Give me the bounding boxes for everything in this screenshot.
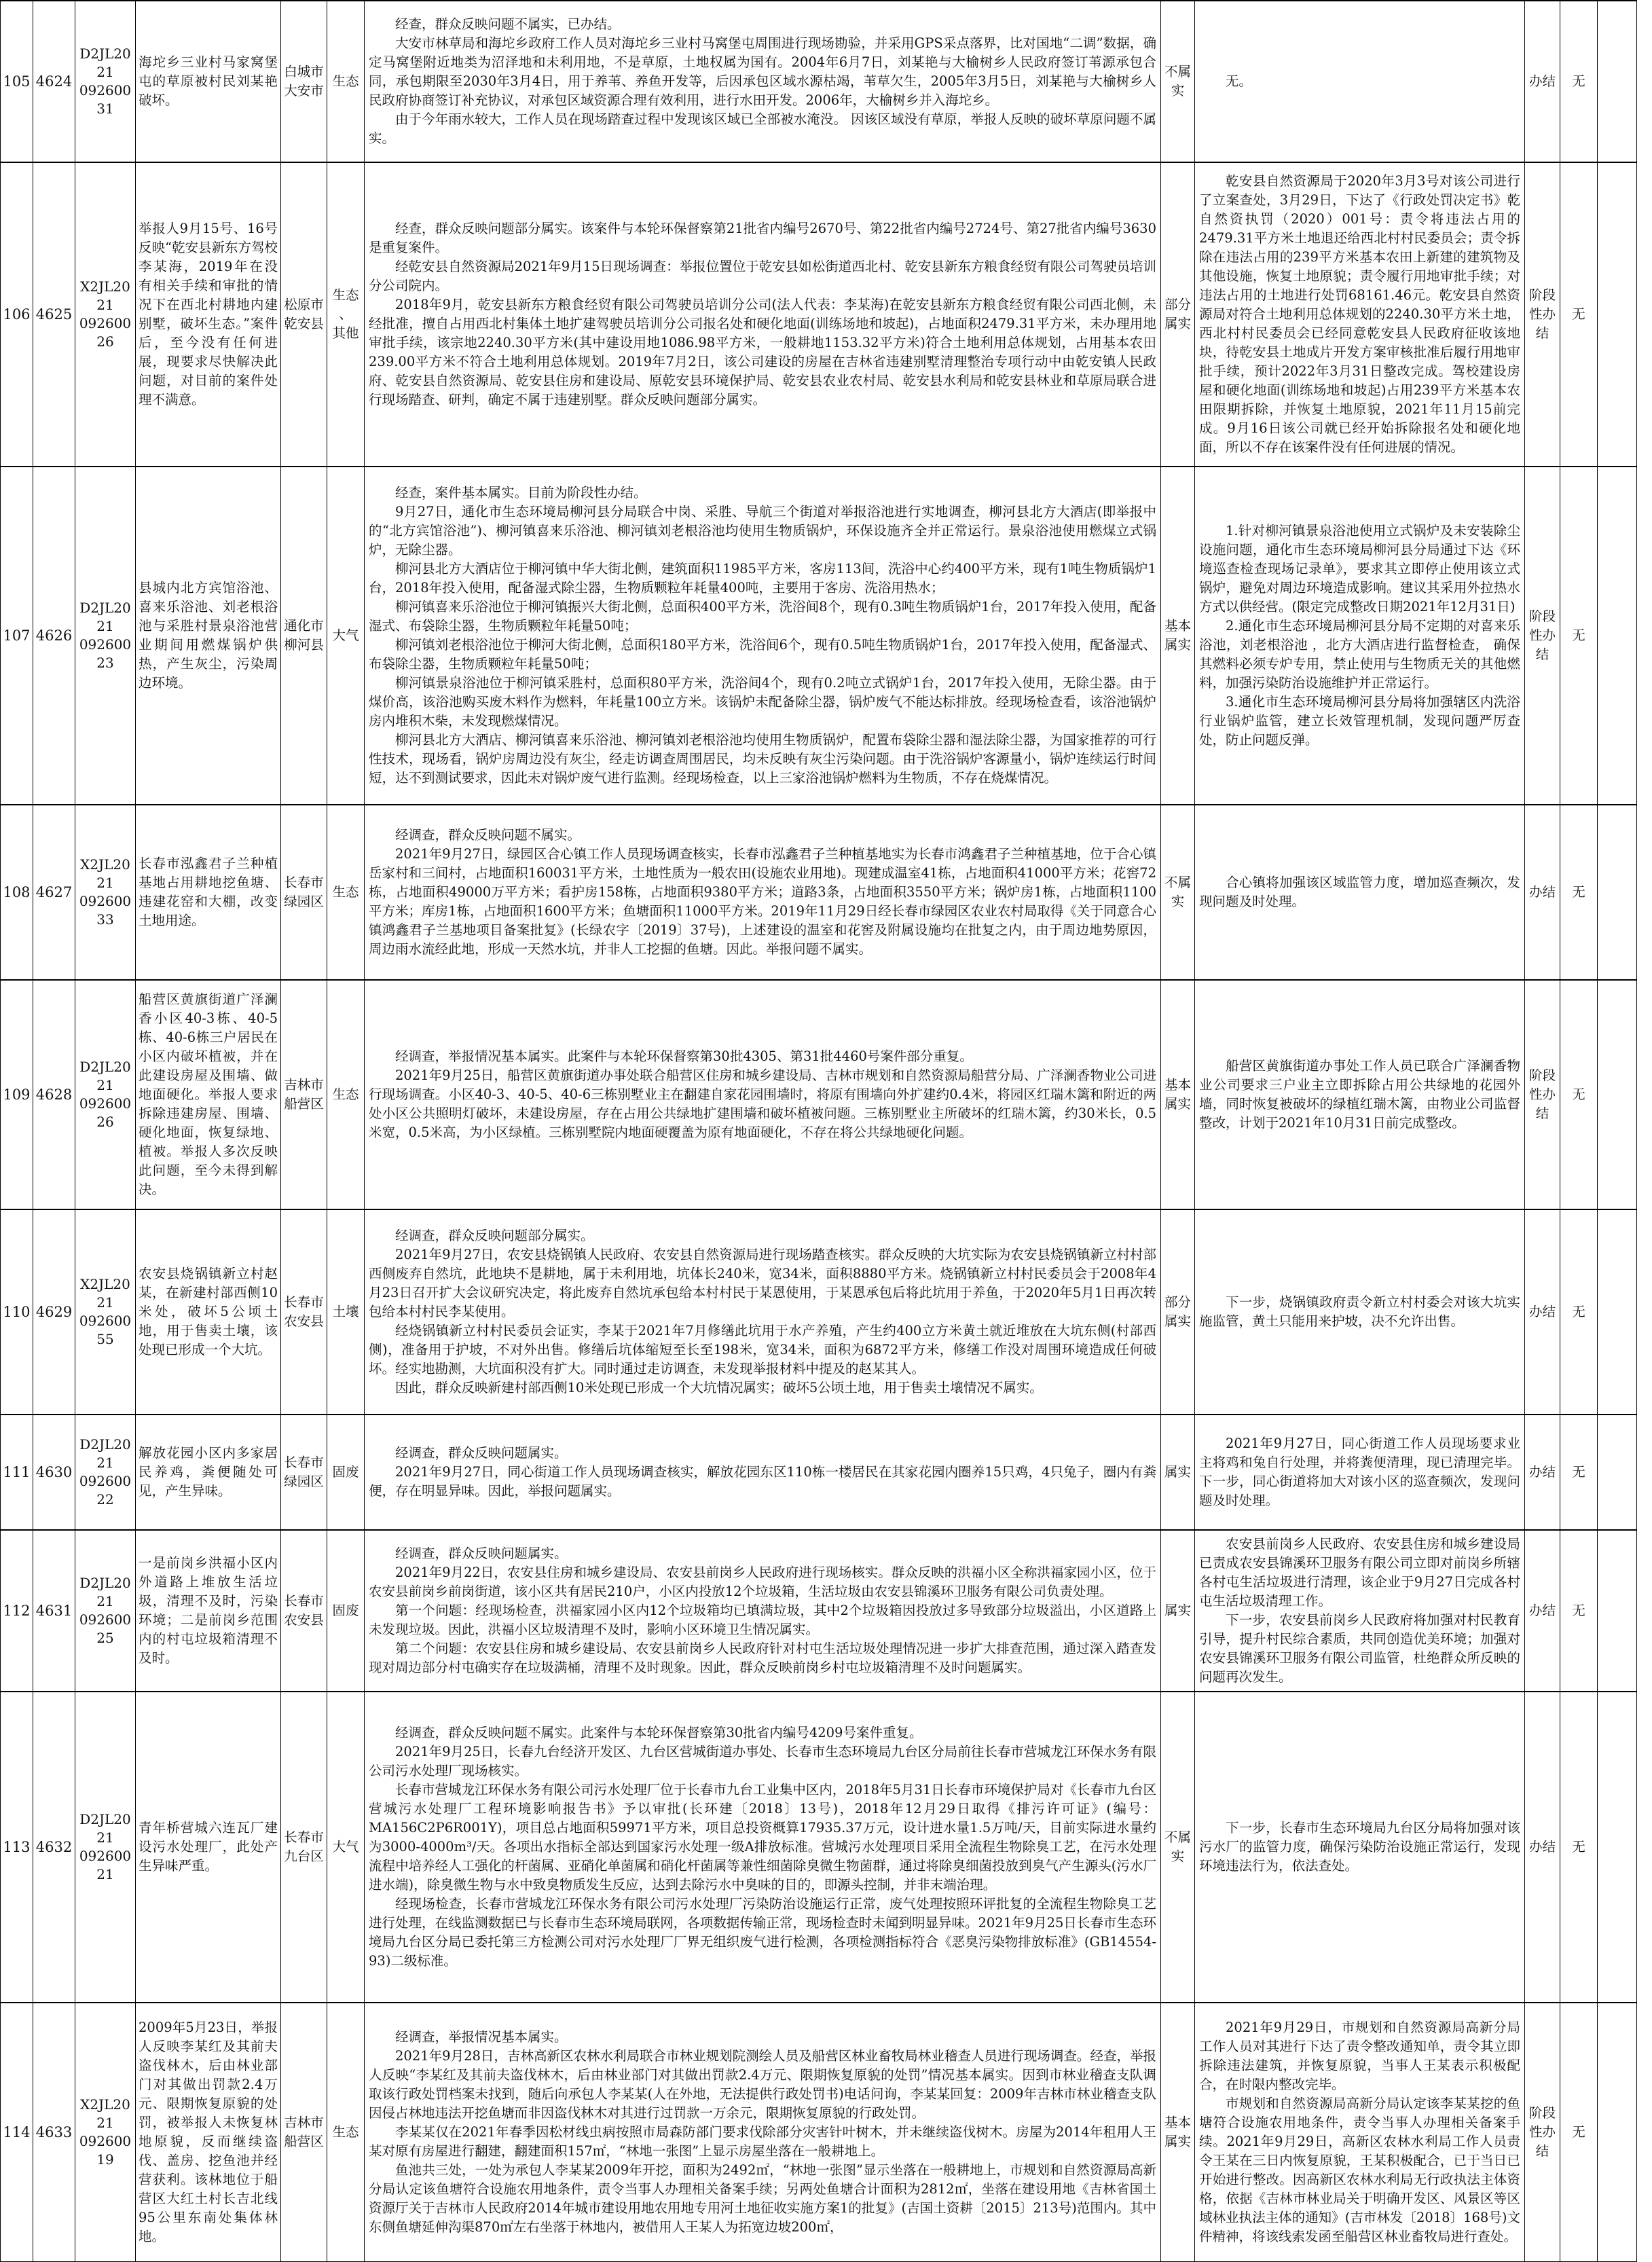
pollution-type-cell: 土壤 — [327, 1209, 365, 1415]
findings-cell — [365, 980, 1161, 1209]
rectification-cell — [1195, 1415, 1525, 1530]
table-row — [1, 1692, 1637, 2003]
case-number-cell: 4631 — [33, 1530, 75, 1692]
findings-paragraph: 2021年9月27日，农安县烧锅镇人民政府、农安县自然资源局进行现场踏查核实。群众反映的大坑实际为农安县烧锅镇新立村村部西侧废弃自然坑，此地块不是耕地，属于未利用地，坑体长240米，宽34米，面积8880平方米。烧锅镇新立村村民委员会于2008年4月23日召开扩大会议研究决定，将此废弃自然坑承包给本村村民于某恩使用，于某恩承包后将此坑用于养鱼，于2020年5月1日再次转包给本村村民李某使用。 — [369, 1247, 1156, 1319]
findings-paragraph: 李某某仅在2021年春季因松材线虫病按照市局森防部门要求伐除部分灾害针叶树木，并未继续盗伐树木。房屋为2014年租用人王某对原有房屋进行翻建，翻建面积157㎡，“林地一张图”上显示房屋坐落在一般耕地上。 — [369, 2123, 1156, 2159]
findings-cell — [365, 162, 1161, 467]
rectification-cell — [1195, 1, 1525, 162]
findings-cell — [365, 805, 1161, 980]
verdict-cell: 属实 — [1161, 1415, 1195, 1530]
findings-paragraph: 经查，群众反映问题部分属实。该案件与本轮环保督察第21批省内编号2670号、第22批省内编号2724号、第27批省内编号3630是重复案件。 — [369, 221, 1156, 255]
pollution-type-cell: 生态 — [327, 2003, 365, 2261]
seq-cell: 105 — [1, 1, 33, 162]
case-code-cell: D2JL2021 09260022 — [75, 1415, 136, 1530]
rectification-paragraph: 无。 — [1226, 73, 1253, 89]
findings-paragraph: 柳河镇喜来乐浴池位于柳河镇振兴大街北侧，总面积400平方米，洗浴间8个，现有0.3吨生物质锅炉1台，2017年投入使用，配备湿式、布袋除尘器，生物质颗粒年耗量50吨； — [369, 599, 1156, 634]
pollution-type-cell: 生态 — [327, 805, 365, 980]
status-cell: 阶段性办结 — [1525, 980, 1560, 1209]
blank-cell — [1598, 162, 1637, 467]
case-number-cell: 4627 — [33, 805, 75, 980]
accountability-cell: 无 — [1560, 1, 1598, 162]
region-cell: 白城市 大安市 — [281, 1, 327, 162]
blank-cell — [1598, 467, 1637, 805]
accountability-cell: 无 — [1560, 805, 1598, 980]
findings-cell — [365, 467, 1161, 805]
findings-paragraph: 第二个问题：农安县住房和城乡建设局、农安县前岗乡人民政府针对村屯生活垃圾处理情况进一步扩大排查范围，通过深入踏查发现对周边部分村屯确实存在垃圾满桶，清理不及时现象。因此，群众反映前岗乡村屯垃圾箱清理不及时问题属实。 — [369, 1641, 1156, 1675]
seq-cell: 112 — [1, 1530, 33, 1692]
findings-paragraph: 2021年9月27日，绿园区合心镇工作人员现场调查核实，长春市泓鑫君子兰种植基地实为长春市鸿鑫君子兰种植基地，位于合心镇岳家村和三间村，占地面积160031平方米，土地性质为一般农田(设施农业用地)。现建成温室41栋，占地面积41000平方米；花窖72栋，占地面积49000万平方米；看护房158栋，占地面积9380平方米；道路3条，占地面积3550平方米；锅炉房1栋，占地面积1100平方米；库房1栋，占地面积1600平方米；鱼塘面积11000平方米。2019年11月29日经长春市绿园区农业农村局取得《关于同意合心镇鸿鑫君子兰基地项目备案批复》(长绿农字〔2019〕37号)，上述建设的温室和花窖及附属设施均在批复之内，由于周边地势原因，周边雨水流经此地，形成一天然水坑，并非人工挖掘的鱼塘。因此。举报问题不属实。 — [369, 846, 1156, 957]
pollution-type-cell: 生态 — [327, 1, 365, 162]
rectification-paragraph: 合心镇将加强该区域监管力度，增加巡查频次，发现问题及时处理。 — [1199, 875, 1520, 909]
case-code-cell: X2JL2021 09260033 — [75, 805, 136, 980]
case-code-cell: X2JL2021 09260026 — [75, 162, 136, 467]
seq-cell: 114 — [1, 2003, 33, 2261]
seq-cell: 111 — [1, 1415, 33, 1530]
region-cell: 长春市 绿园区 — [281, 1415, 327, 1530]
accountability-cell: 无 — [1560, 2003, 1598, 2261]
table-row — [1, 980, 1637, 1209]
findings-paragraph: 柳河镇刘老根浴池位于柳河大街北侧，总面积180平方米，洗浴间6个，现有0.5吨生物质锅炉1台，2017年投入使用，配备湿式、布袋除尘器，生物质颗粒年耗量50吨； — [369, 637, 1156, 672]
pollution-type-cell: 生态 — [327, 980, 365, 1209]
findings-paragraph: 2021年9月28日，吉林高新区农林水利局联合市林业规划院测绘人员及船营区林业畜牧局林业稽查人员进行现场调查。经查，举报人反映“李某红及其前夫盗伐林木，后由林业部门对其做出罚款2.4万元、限期恢复原貌的处罚”情况基本属实。因到市林业稽查支队调取该行政处罚档案未找到，随后向承包人李某某(人在外地，无法提供行政处罚书)电话问询，李某某回复：2009年吉林市林业稽查支队因侵占林地违法开挖鱼塘而非因盗伐林木对其进行过罚款一万余元，限期恢复原貌的行政处罚。 — [369, 2047, 1156, 2121]
rectification-paragraph: 1.针对柳河镇景泉浴池使用立式锅炉及未安装除尘设施问题，通化市生态环境局柳河县分局通过下达《环境巡查检查现场记录单》，要求其立即停止使用该立式锅炉，避免对周边环境造成影响。建议其采用外拉热水方式以供经营。(限定完成整改日期2021年12月31日) — [1199, 523, 1520, 615]
region-cell: 通化市 柳河县 — [281, 467, 327, 805]
seq-cell: 113 — [1, 1692, 33, 2003]
verdict-cell: 基本属实 — [1161, 467, 1195, 805]
accountability-cell: 无 — [1560, 162, 1598, 467]
complaint-description-cell: 2009年5月23日，举报人反映李某红及其前夫盗伐林木，后由林业部门对其做出罚款2.4万元、限期恢复原貌的处罚，被举报人未恢复林地原貌，反而继续盗伐、盖房、挖鱼池并经营获利。该林地位于船营区大红土村长吉北线95公里东南处集体林地。 — [136, 2003, 281, 2261]
findings-paragraph: 柳河镇景泉浴池位于柳河镇采胜村，总面积80平方米，洗浴间4个，现有0.2吨立式锅炉1台，2017年投入使用，无除尘器。由于煤价高，该浴池购买废木料作为燃料，年耗量100立方米。该锅炉未配备除尘器，锅炉废气不能达标排放。经现场检查看，该浴池锅炉房内堆积木柴，未发现燃煤情况。 — [369, 675, 1156, 729]
complaint-description-cell: 县城内北方宾馆浴池、喜来乐浴池、刘老根浴池与采胜村景泉浴池营业期间用燃煤锅炉供热，产生灰尘，污染周边环境。 — [136, 467, 281, 805]
findings-cell — [365, 1209, 1161, 1415]
seq-cell: 109 — [1, 980, 33, 1209]
blank-cell — [1598, 1692, 1637, 2003]
findings-paragraph: 9月27日，通化市生态环境局柳河县分局联合中岗、采胜、导航三个街道对举报浴池进行实地调查，柳河县北方大酒店(即举报中的“北方宾馆浴池”)、柳河镇喜来乐浴池、柳河镇刘老根浴池均使用生物质锅炉，环保设施齐全并正常运行。景泉浴池使用燃煤立式锅炉，无除尘器。 — [369, 504, 1156, 558]
case-code-cell: D2JL2021 09260025 — [75, 1530, 136, 1692]
rectification-cell — [1195, 1209, 1525, 1415]
accountability-cell: 无 — [1560, 1415, 1598, 1530]
verdict-cell: 属实 — [1161, 1530, 1195, 1692]
findings-cell — [365, 1692, 1161, 2003]
status-cell: 办结 — [1525, 1415, 1560, 1530]
complaint-description-cell: 海坨乡三业村马家窝堡屯的草原被村民刘某艳破坏。 — [136, 1, 281, 162]
rectification-cell — [1195, 980, 1525, 1209]
findings-cell — [365, 1, 1161, 162]
findings-paragraph: 经调查，举报情况基本属实。此案件与本轮环保督察第30批4305、第31批4460号案件部分重复。 — [395, 1048, 973, 1064]
status-cell: 办结 — [1525, 1530, 1560, 1692]
rectification-paragraph: 市规划和自然资源局高新分局认定该李某某挖的鱼塘符合设施农用地条件，责令当事人办理相关备案手续。2021年9月29日，高新区农林水利局工作人员责令王某在三日内恢复原貌，王某积极配合，已于当日已开始进行整改。因高新区农林水利局无行政执法主体资格，依据《吉林市林业局关于明确开发区、风景区等区域林业执法主体的通知》(吉市林发〔2018〕168号)文件精神，将该线索发函至船营区林业畜牧局进行查处。 — [1199, 2095, 1520, 2244]
rectification-paragraph: 农安县前岗乡人民政府、农安县住房和城乡建设局已责成农安县锦溪环卫服务有限公司立即对前岗乡所辖各村屯生活垃圾进行清理，该企业于9月27日完成各村屯生活垃圾清理工作。 — [1199, 1536, 1520, 1609]
rectification-cell — [1195, 2003, 1525, 2261]
pollution-type-cell: 固废 — [327, 1530, 365, 1692]
status-cell: 阶段性办结 — [1525, 162, 1560, 467]
findings-paragraph: 经查，群众反映问题不属实，已办结。 — [395, 16, 621, 32]
verdict-cell: 不属实 — [1161, 805, 1195, 980]
status-cell: 办结 — [1525, 805, 1560, 980]
findings-paragraph: 2021年9月22日，农安县住房和城乡建设局、农安县前岗乡人民政府进行现场核实。群众反映的洪福小区全称洪福家园小区，位于农安县前岗乡前岗街道，该小区共有居民210户，小区内投放12个垃圾箱，生活垃圾由农安县锦溪环卫服务有限公司负责处理。 — [369, 1565, 1156, 1599]
accountability-cell: 无 — [1560, 1530, 1598, 1692]
case-code-cell: X2JL2021 09260019 — [75, 2003, 136, 2261]
table-row — [1, 162, 1637, 467]
findings-paragraph: 鱼池共三处，一处为承包人李某某2009年开挖，面积为2492㎡，“林地一张图”显示坐落在一般耕地上，市规划和自然资源局高新分局认定该鱼塘符合设施农用地条件，责令当事人办理相关备案手续；另两处鱼塘合计面积为2812㎡，坐落在建设用地《吉林省国土资源厅关于吉林市人民政府2014年城市建设用地农用地专用河土地征收实施方案1的批复》(吉国土资耕〔2015〕213号)范围内。其中东侧鱼塘延伸沟渠870㎡左右坐落于林地内，被借用人王某人为拓宽边坡200㎡， — [369, 2161, 1156, 2235]
status-cell: 办结 — [1525, 1209, 1560, 1415]
findings-paragraph: 经现场检查，长春市营城龙江环保水务有限公司污水处理厂污染防治设施运行正常，废气处理按照环评批复的全流程生物除臭工艺进行处理，在线监测数据已与长春市生态环境局联网，各项数据传输正常，现场检查时未闻到明显异味。2021年9月25日长春市生态环境局九台区分局已委托第三方检测公司对污水处理厂厂界无组织废气进行检测，各项检测指标符合《恶臭污染物排放标准》(GB14554-93)二级标准。 — [369, 1896, 1156, 1969]
complaint-description-cell: 长春市泓鑫君子兰种植基地占用耕地挖鱼塘、违建花窑和大棚，改变土地用途。 — [136, 805, 281, 980]
findings-paragraph: 2021年9月27日，同心街道工作人员现场调查核实，解放花园东区110栋一楼居民在其家花园内圈养15只鸡，4只兔子，圈内有粪便，存在明显异味。因此，举报问题属实。 — [369, 1464, 1156, 1499]
case-number-cell: 4632 — [33, 1692, 75, 2003]
blank-cell — [1598, 980, 1637, 1209]
complaint-description-cell: 解放花园小区内多家居民养鸡，粪便随处可见，产生异味。 — [136, 1415, 281, 1530]
case-number-cell: 4628 — [33, 980, 75, 1209]
findings-paragraph: 柳河县北方大酒店、柳河镇喜来乐浴池、柳河镇刘老根浴池均使用生物质锅炉，配置布袋除尘器和湿法除尘器，为国家推荐的可行性技术，现场看，锅炉房周边没有灰尘，经走访调查周围居民，均未反映有灰尘污染问题。由于洗浴锅炉客源量小，锅炉连续运行时间短，达不到测试要求，因此未对锅炉废气进行监测。经现场检查，以上三家浴池锅炉燃料为生物质，不存在烧煤情况。 — [369, 732, 1156, 786]
status-cell: 阶段性办结 — [1525, 467, 1560, 805]
table-row — [1, 1415, 1637, 1530]
rectification-cell — [1195, 1692, 1525, 2003]
rectification-paragraph: 船营区黄旗街道办事处工作人员已联合广泽澜香物业公司要求三户业主立即拆除占用公共绿地的花园外墙，同时恢复被破坏的绿植红瑞木篱，由物业公司监督整改，计划于2021年10月31日前完成整改。 — [1199, 1058, 1520, 1131]
rectification-paragraph: 2021年9月29日，市规划和自然资源局高新分局工作人员对其进行下达了责令整改通知单，责令其立即拆除违法建筑，并恢复原貌，当事人王某表示积极配合，在时限内整改完毕。 — [1199, 2019, 1520, 2092]
case-number-cell: 4633 — [33, 2003, 75, 2261]
table-row — [1, 1530, 1637, 1692]
rectification-cell — [1195, 162, 1525, 467]
case-code-cell: D2JL2021 09260031 — [75, 1, 136, 162]
rectification-cell — [1195, 1530, 1525, 1692]
case-number-cell: 4630 — [33, 1415, 75, 1530]
verdict-cell: 部分属实 — [1161, 162, 1195, 467]
findings-paragraph: 经调查，群众反映问题不属实。此案件与本轮环保督察第30批省内编号4209号案件重复。 — [395, 1725, 923, 1740]
status-cell: 办结 — [1525, 1692, 1560, 2003]
complaint-description-cell: 农安县烧锅镇新立村赵某，在新建村部西侧10米处，破坏5公顷土地，用于售卖土壤，该处现已形成一个大坑。 — [136, 1209, 281, 1415]
verdict-cell: 不属实 — [1161, 1692, 1195, 2003]
table-row — [1, 1, 1637, 162]
blank-cell — [1598, 1209, 1637, 1415]
findings-paragraph: 2021年9月25日，长春九台经济开发区、九台区营城街道办事处、长春市生态环境局九台区分局前往长春市营城龙江环保水务有限公司污水处理厂现场核实。 — [369, 1744, 1156, 1778]
blank-cell — [1598, 805, 1637, 980]
status-cell: 办结 — [1525, 1, 1560, 162]
verdict-cell: 基本属实 — [1161, 980, 1195, 1209]
accountability-cell: 无 — [1560, 1209, 1598, 1415]
complaint-description-cell: 船营区黄旗街道广泽澜香小区40-3栋、40-5栋、40-6栋三户居民在小区内破坏植被，并在此建设房屋及围墙、做地面硬化。举报人要求拆除违建房屋、围墙、硬化地面，恢复绿地、植被。举报人多次反映此问题，至今未得到解决。 — [136, 980, 281, 1209]
findings-paragraph: 经调查，举报情况基本属实。 — [395, 2028, 568, 2045]
case-number-cell: 4626 — [33, 467, 75, 805]
verdict-cell: 基本属实 — [1161, 2003, 1195, 2261]
table-row — [1, 467, 1637, 805]
region-cell: 长春市 农安县 — [281, 1209, 327, 1415]
pollution-type-cell: 固废 — [327, 1415, 365, 1530]
blank-cell — [1598, 1, 1637, 162]
complaint-description-cell: 举报人9月15号、16号反映“乾安县新东方驾校李某海，2019年在没有相关手续和审批的情况下在西北村耕地内建别墅，破坏生态。”案件后，至今没有任何进展，现要求尽快解决此问题，对目前的案件处理不满意。 — [136, 162, 281, 467]
status-cell: 阶段性办结 — [1525, 2003, 1560, 2261]
accountability-cell: 无 — [1560, 1692, 1598, 2003]
blank-cell — [1598, 1530, 1637, 1692]
findings-paragraph: 经调查，群众反映问题不属实。 — [395, 827, 581, 843]
verdict-cell: 部分属实 — [1161, 1209, 1195, 1415]
region-cell: 吉林市 船营区 — [281, 2003, 327, 2261]
findings-paragraph: 经调查，群众反映问题属实。 — [395, 1445, 568, 1461]
rectification-paragraph: 3.通化市生态环境局柳河县分局将加强辖区内洗浴行业锅炉监管，建立长效管理机制，发现问题严厉查处，防止问题反弹。 — [1199, 694, 1520, 748]
findings-paragraph: 柳河县北方大酒店位于柳河镇中华大街北侧，建筑面积11985平方米，客房113间，洗浴中心约400平方米，现有1吨生物质锅炉1台，2018年投入使用，配备湿式除尘器，生物质颗粒年耗量400吨，主要用于客房、洗浴用热水； — [369, 561, 1156, 596]
findings-cell — [365, 1415, 1161, 1530]
region-cell: 吉林市 船营区 — [281, 980, 327, 1209]
case-number-cell: 4624 — [33, 1, 75, 162]
findings-paragraph: 经查，案件基本属实。目前为阶段性办结。 — [395, 485, 647, 500]
findings-paragraph: 经乾安县自然资源局2021年9月15日现场调查：举报位置位于乾安县如松街道西北村、乾安县新东方粮食经贸有限公司驾驶员培训分公司院内。 — [369, 259, 1156, 293]
rectification-paragraph: 2021年9月27日，同心街道工作人员现场要求业主将鸡和兔自行处理，并将粪便清理，现已清理完毕。下一步，同心街道将加大对该小区的巡查频次，发现问题及时处理。 — [1199, 1436, 1520, 1508]
rectification-paragraph: 乾安县自然资源局于2020年3月3号对该公司进行了立案查处，3月29日，下达了《行政处罚决定书》乾自然资执罚（2020）001号：责令将违法占用的2479.31平方米土地退还给西北村村民委员会；责令拆除在违法占用的239平方米基本农田上新建的建筑物及其他设施，恢复土地原貌；责令履行用地审批手续；对违法占用的土地进行处罚68161.46元。乾安县自然资源局对符合土地利用总体规划的2240.30平方米土地，西北村村民委员会已经同意乾安县人民政府征收该地块，待乾安县土地成片开发方案审核批准后履行用地审批手续，预计2022年3月31日整改完成。驾校建设房屋和硬化地面(训练场地和坡起)占用239平方米基本农田限期拆除，并恢复土地原貌，2021年11月15前完成。9月16日该公司就已经开始拆除报名处和硬化地面，所以不存在该案件没有任何进展的情况。 — [1199, 173, 1520, 455]
findings-cell — [365, 1530, 1161, 1692]
pollution-type-cell: 大气 — [327, 1692, 365, 2003]
case-number-cell: 4625 — [33, 162, 75, 467]
accountability-cell: 无 — [1560, 467, 1598, 805]
case-number-cell: 4629 — [33, 1209, 75, 1415]
table-row — [1, 805, 1637, 980]
case-code-cell: D2JL2021 09260023 — [75, 467, 136, 805]
findings-cell — [365, 2003, 1161, 2261]
region-cell: 长春市 绿园区 — [281, 805, 327, 980]
findings-paragraph: 大安市林草局和海坨乡政府工作人员对海坨乡三业村马窝堡屯周围进行现场勘验，并采用GPS采点落界，比对国地“二调”数据，确定马窝堡附近地类为沼泽地和未利用地，不是草原，土地权属为国有。2004年6月7日，刘某艳与大榆树乡人民政府签订苇源承包合同，承包期限至2030年3月4日，用于养苇、养鱼开发等，后因承包区域水源枯竭，苇草欠生，2005年3月5日，刘某艳与大榆树乡人民政府协商签订补充协议，对承包区域资源合理有效利用，进行水田开发。2006年，大榆树乡并入海坨乡。 — [369, 35, 1156, 108]
findings-paragraph: 2021年9月25日，船营区黄旗街道办事处联合船营区住房和城乡建设局、吉林市规划和自然资源局船营分局、广泽澜香物业公司进行现场调查。小区40-3、40-5、40-6三栋别墅业主在翻建自家花园围墙时，将原有围墙向外扩建约0.4米，将园区红瑞木篱和附近的两处小区公共照明灯破坏，未建设房屋，存在占用公共绿地扩建围墙和破坏植被问题。三栋别墅业主所破坏的红瑞木篱，约30米长，0.5米宽，0.5米高，为小区绿植。三栋别墅院内地面硬覆盖为原有地面硬化，不存在将公共绿地硬化问题。 — [369, 1068, 1156, 1140]
region-cell: 松原市 乾安县 — [281, 162, 327, 467]
table-row — [1, 2003, 1637, 2261]
blank-cell — [1598, 2003, 1637, 2261]
table-row — [1, 1209, 1637, 1415]
findings-paragraph: 长春市营城龙江环保水务有限公司污水处理厂位于长春市九台工业集中区内，2018年5月31日长春市环境保护局对《长春市九台区营城污水处理厂工程环境影响报告书》予以审批(长环建〔2018〕13号)，2018年12月29日取得《排污许可证》(编号：MA156C2P6R001Y)，项目总占地面积59971平方米，项目总投资概算17935.37万元，设计进水量1.5万吨/天，目前实际进水量约为3000-4000m³/天。各项出水指标全部达到国家污水处理一级A排放标准。营城污水处理项目采用全流程生物除臭工艺，在污水处理流程中培养经人工强化的杆菌属、亚硝化单菌属和硝化杆菌属等兼性细菌除臭微生物菌群，通过将除臭细菌投放到臭气产生源头(污水厂进水端)，除臭微生物与水中致臭物质发生反应，达到去除污水中臭味的目的，即源头控制，并非末端治理。 — [369, 1782, 1156, 1893]
rectification-paragraph: 下一步，长春市生态环境局九台区分局将加强对该污水厂的监管力度，确保污染防治设施正常运行，发现环境违法行为，依法查处。 — [1199, 1820, 1520, 1874]
seq-cell: 110 — [1, 1209, 33, 1415]
rectification-cell — [1195, 805, 1525, 980]
pollution-type-cell: 大气 — [327, 467, 365, 805]
blank-cell — [1598, 1415, 1637, 1530]
findings-paragraph: 经调查，群众反映问题部分属实。 — [395, 1228, 594, 1243]
seq-cell: 106 — [1, 162, 33, 467]
pollution-type-cell: 生态 、 其他 — [327, 162, 365, 467]
complaint-description-cell: 青年桥营城六连瓦厂建设污水处理厂，此处产生异味严重。 — [136, 1692, 281, 2003]
rectification-paragraph: 2.通化市生态环境局柳河县分局不定期的对喜来乐浴池，刘老根浴池 ，北方大酒店进行监督检查， 确保其燃料必须专炉专用，禁止使用与生物质无关的其他燃料，加强污染防治设施维护并正常运行。 — [1199, 618, 1520, 691]
findings-paragraph: 由于今年雨水较大，工作人员在现场踏查过程中发现该区域已全部被水淹没。 因该区域没有草原，举报人反映的破坏草原问题不属实。 — [369, 111, 1156, 146]
case-code-cell: X2JL2021 09260055 — [75, 1209, 136, 1415]
rectification-cell — [1195, 467, 1525, 805]
seq-cell: 107 — [1, 467, 33, 805]
region-cell: 长春市 农安县 — [281, 1530, 327, 1692]
findings-paragraph: 因此，群众反映新建村部西侧10米处现已形成一个大坑情况属实；破坏5公顷土地，用于售卖土壤情况不属实。 — [395, 1380, 1043, 1395]
rectification-paragraph: 下一步，烧锅镇政府责令新立村村委会对该大坑实施监管，黄土只能用来护坡，决不允许出售。 — [1199, 1294, 1520, 1329]
case-code-cell: D2JL2021 09260021 — [75, 1692, 136, 2003]
case-code-cell: D2JL2021 09260026 — [75, 980, 136, 1209]
rectification-paragraph: 下一步，农安县前岗乡人民政府将加强对村民教育引导，提升村民综合素质，共同创造优美环境；加强对农安县锦溪环卫服务有限公司监管，杜绝群众所反映的问题再次发生。 — [1199, 1612, 1520, 1685]
findings-paragraph: 经调查，群众反映问题属实。 — [395, 1546, 568, 1561]
seq-cell: 108 — [1, 805, 33, 980]
findings-paragraph: 第一个问题：经现场检查，洪福家园小区内12个垃圾箱均已填满垃圾，其中2个垃圾箱因投放过多导致部分垃圾溢出，小区道路上未发现垃圾。因此，洪福小区垃圾清理不及时，影响小区环境卫生情况属实。 — [369, 1603, 1156, 1637]
region-cell: 长春市 九台区 — [281, 1692, 327, 2003]
accountability-cell: 无 — [1560, 980, 1598, 1209]
findings-paragraph: 2018年9月，乾安县新东方粮食经贸有限公司驾驶员培训分公司(法人代表：李某海)在乾安县新东方粮食经贸有限公司西北侧，未经批准，擅自占用西北村集体土地扩建驾驶员培训分公司报名处和硬化地面(训练场地和坡起)，占地面积2479.31平方米，未办理用地审批手续，该宗地2240.30平方米(其中建设用地1086.98平方米，一般耕地1153.32平方米)符合土地利用总体规划，占用基本农田239.00平方米不符合土地利用总体规划。2019年7月2日，该公司建设的房屋在吉林省违建别墅清理整治专项行动中由乾安镇人民政府、乾安县自然资源局、乾安县住房和建设局、原乾安县环境保护局、乾安县农业农村局、乾安县水利局和乾安县林业和草原局联合进行现场踏查、研判，确定不属于违建别墅。群众反映问题部分属实。 — [369, 297, 1156, 407]
complaint-description-cell: 一是前岗乡洪福小区内外道路上堆放生活垃圾，清理不及时，污染环境；二是前岗乡范围内的村屯垃圾箱清理不及时。 — [136, 1530, 281, 1692]
findings-paragraph: 经烧锅镇新立村村民委员会证实，李某于2021年7月修缮此坑用于水产养殖，产生约400立方米黄土就近堆放在大坑东侧(村部西侧)，准备用于护坡，不对外出售。修缮后坑体缩短至长至198米，宽34米，面积为6872平方米，修缮工作没对周围环境造成任何破坏。经实地勘测，大坑面积没有扩大。同时通过走访调查，未发现举报材料中提及的赵某其人。 — [369, 1323, 1156, 1376]
verdict-cell: 不属实 — [1161, 1, 1195, 162]
